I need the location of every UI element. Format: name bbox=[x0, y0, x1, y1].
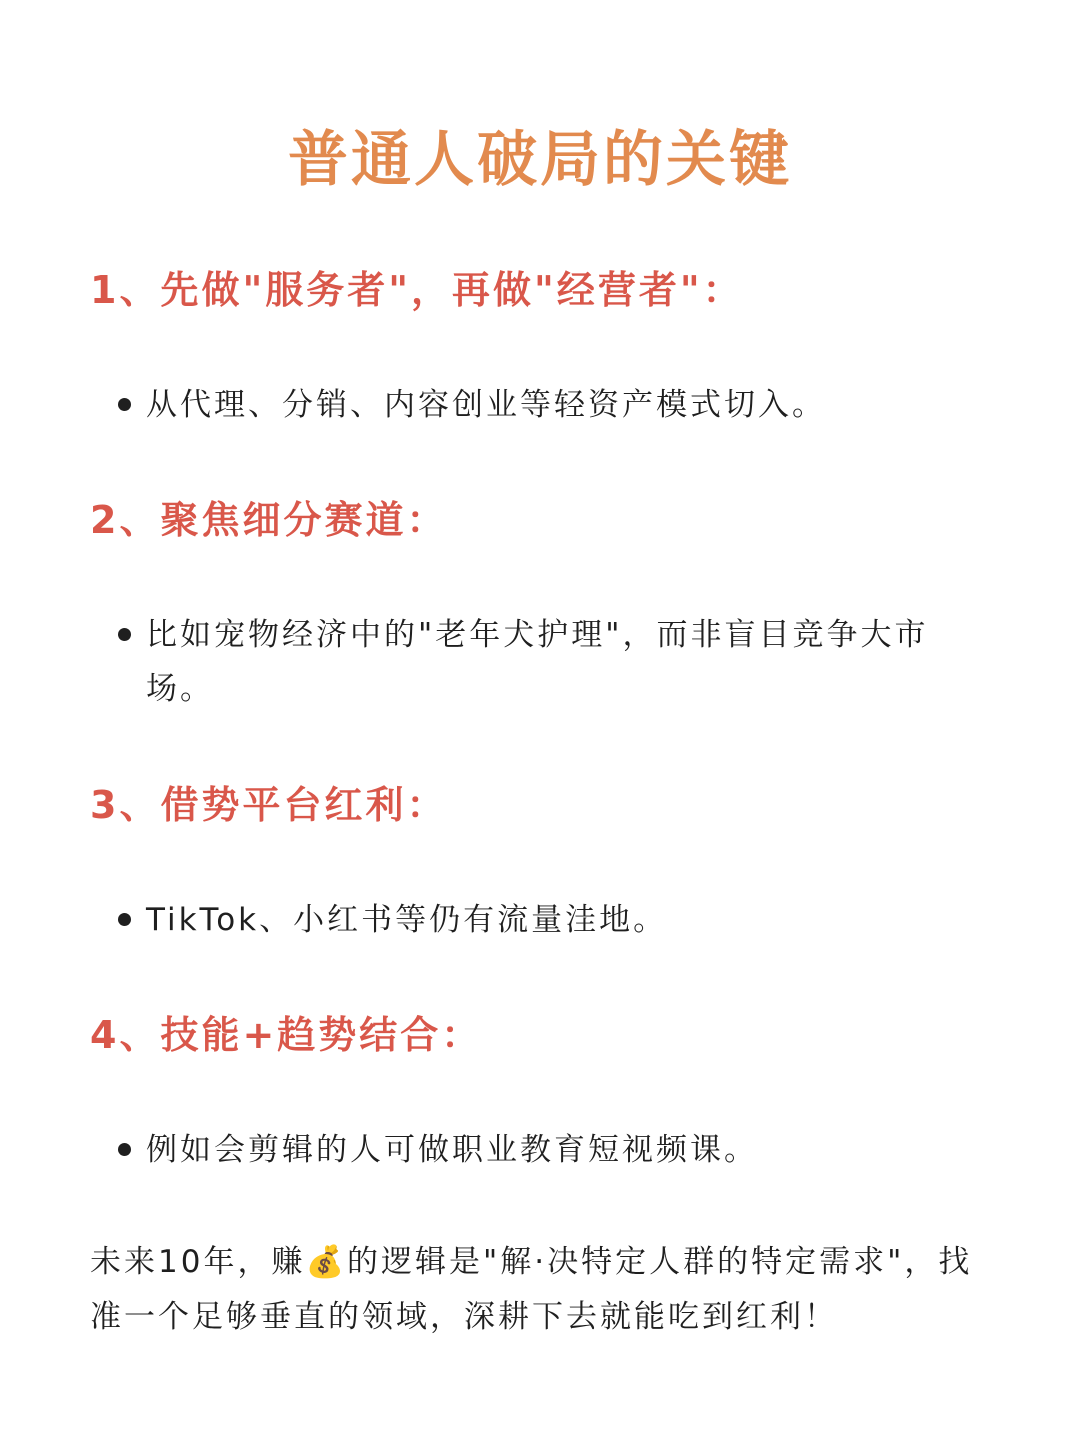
bullet-dot-icon bbox=[118, 913, 131, 926]
bullet-text-4: 例如会剪辑的人可做职业教育短视频课。 bbox=[146, 1132, 758, 1168]
bullet-dot-icon bbox=[118, 398, 131, 411]
bullet-text-2: 比如宠物经济中的"老年犬护理"，而非盲目竞争大市场。 bbox=[146, 617, 929, 707]
section-heading-1: 1、先做"服务者"，再做"经营者"： bbox=[90, 268, 744, 312]
section-heading-3: 3、借势平台红利： bbox=[90, 783, 448, 827]
section-heading-2: 2、聚焦细分赛道： bbox=[90, 498, 448, 542]
page-title: 普通人破局的关键 bbox=[288, 125, 792, 195]
bullet-text-3: TikTok、小红书等仍有流量洼地。 bbox=[146, 902, 668, 938]
bullet-dot-icon bbox=[118, 1143, 131, 1156]
bullet-dot-icon bbox=[118, 628, 131, 641]
section-heading-4: 4、技能+趋势结合： bbox=[90, 1013, 483, 1057]
closing-paragraph: 未来10年，赚💰的逻辑是"解·决特定人群的特定需求"，找准一个足够垂直的领域，深耕下去就能吃到红利！ bbox=[90, 1244, 973, 1335]
bullet-text-1: 从代理、分销、内容创业等轻资产模式切入。 bbox=[146, 387, 826, 423]
